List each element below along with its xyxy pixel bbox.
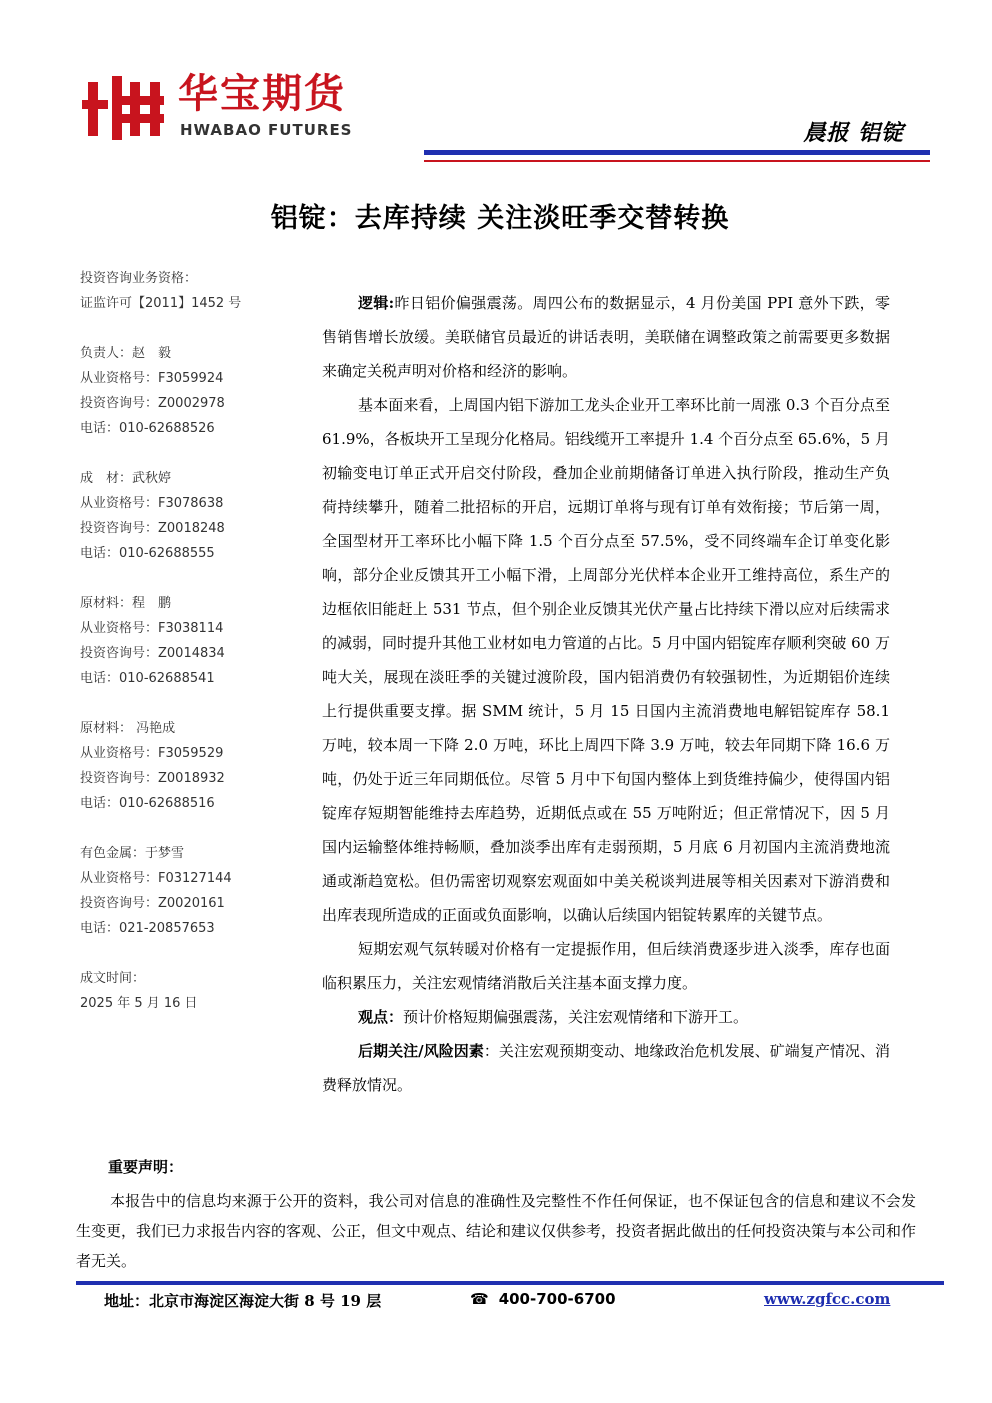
analyst-block	[80, 716, 310, 816]
analyst-consult-id: 投资咨询号：Z0020161	[80, 896, 225, 911]
analyst-block	[80, 341, 310, 441]
analyst-phone: 电话：010-62688516	[80, 796, 215, 811]
analyst-consult-id: 投资咨询号：Z0002978	[80, 396, 225, 411]
logo-english-name: HWABAO FUTURES	[180, 121, 353, 139]
risk-text: ：关注宏观预期变动、地缘政治危机发展、矿端复产情况、消费释放情况。	[322, 1042, 890, 1094]
phone-icon: ☎	[470, 1290, 489, 1308]
analyst-phone: 电话：010-62688541	[80, 671, 215, 686]
analyst-phone: 电话：010-62688555	[80, 546, 215, 561]
analyst-phone: 电话：010-62688526	[80, 421, 215, 436]
logo-chinese-name: 华宝期货	[178, 71, 346, 117]
analyst-consult-id: 投资咨询号：Z0018932	[80, 771, 225, 786]
footer-website-link[interactable]: www.zgfcc.com	[764, 1290, 891, 1308]
analyst-block	[80, 841, 310, 941]
analyst-block	[80, 466, 310, 566]
analyst-practice-id: 从业资格号：F3038114	[80, 621, 224, 636]
analyst-role: 原材料： 冯艳成	[80, 721, 176, 736]
qualification-label: 投资咨询业务资格：	[80, 271, 198, 286]
logo-mark-icon	[82, 76, 172, 140]
logic-label: 逻辑:	[358, 294, 395, 312]
view-text: 预计价格短期偏强震荡，关注宏观情绪和下游开工。	[403, 1008, 749, 1026]
analyst-sidebar	[80, 266, 310, 1016]
fundamentals-paragraph: 基本面来看，上周国内铝下游加工龙头企业开工率环比前一周涨 0.3 个百分点至 61.9%，各板块开工呈现分化格局。铝线缆开工率提升 1.4 个百分点至 65.6%，5 月初输变电订单正式开启交付阶段，叠加企业前期储备订单进入执行阶段，推动生产负荷持续攀升，随着二批招标的开启，远期订单将与现有订单有效衔接；节后第一周，全国型材开工率环比小幅下降 1.5 个百分点至 57.5%，受不同终端车企订单变化影响，部分企业反馈其开工小幅下滑，上周部分光伏样本企业开工维持高位，系生产的边框依旧能赶上 531 节点，但个别企业反馈其光伏产量占比持续下滑以应对后续需求的减弱，同时提升其他工业材如电力管道的占比。5 月中国内铝锭库存顺利突破 60 万吨大关，展现在淡旺季的关键过渡阶段，国内铝消费仍有较强韧性，为近期铝价连续上行提供重要支撑。据 SMM 统计，5 月 15 日国内主流消费地电解铝锭库存 58.1 万吨，较本周一下降 2.0 万吨，环比上周四下降 3.9 万吨，较去年同期下降 16.6 万吨，仍处于近三年同期低位。尽管 5 月中下旬国内整体上到货维持偏少，使得国内铝锭库存短期智能维持去库趋势，近期低点或在 55 万吨附近；但正常情况下，因 5 月国内运输整体维持畅顺，叠加淡季出库有走弱预期，5 月底 6 月初国内主流消费地流通或渐趋宽松。但仍需密切观察宏观面如中美关税谈判进展等相关因素对下游消费和出库表现所造成的正面或负面影响，以确认后续国内铝锭转累库的关键节点。	[322, 396, 890, 924]
view-paragraph	[322, 1000, 890, 1034]
disclaimer-text: 本报告中的信息均来源于公开的资料，我公司对信息的准确性及完整性不作任何保证，也不保证包含的信息和建议不会发生变更，我们已力求报告内容的客观、公正，但文中观点、结论和建议仅供参考，投资者据此做出的任何投资决策与本公司和作者无关。	[76, 1192, 917, 1270]
analyst-practice-id: 从业资格号：F3059924	[80, 371, 224, 386]
analyst-consult-id: 投资咨询号：Z0018248	[80, 521, 225, 536]
report-title: 铝锭：去库持续 关注淡旺季交替转换	[270, 203, 730, 234]
date-label: 成文时间：	[80, 971, 146, 986]
logic-paragraph	[322, 286, 890, 388]
analyst-practice-id: 从业资格号：F3059529	[80, 746, 224, 761]
report-date: 2025 年 5 月 16 日	[80, 996, 198, 1011]
footer-phone-number: 400-700-6700	[498, 1290, 616, 1308]
footer-divider	[76, 1281, 944, 1285]
view-label: 观点：	[358, 1008, 404, 1026]
risk-paragraph	[322, 1034, 890, 1102]
logic-text: 昨日铝价偏强震荡。周四公布的数据显示，4 月份美国 PPI 意外下跌，零售销售增长放缓。美联储官员最近的讲话表明，美联储在调整政策之前需要更多数据来确定关税声明对价格和经济的影响。	[322, 294, 890, 380]
footer-phone	[470, 1290, 616, 1308]
analyst-role: 有色金属：于梦雪	[80, 846, 185, 861]
analyst-practice-id: 从业资格号：F03127144	[80, 871, 232, 886]
header-divider-red	[424, 160, 930, 162]
analyst-practice-id: 从业资格号：F3078638	[80, 496, 224, 511]
report-type-tag: 晨报 铝锭	[803, 120, 904, 146]
analyst-role: 负责人：赵 毅	[80, 346, 172, 361]
report-body	[322, 286, 890, 1102]
disclaimer-title: 重要声明：	[108, 1158, 184, 1176]
footer-address: 地址：北京市海淀区海淀大街 8 号 19 层	[104, 1292, 382, 1310]
macro-paragraph: 短期宏观气氛转暖对价格有一定提振作用，但后续消费逐步进入淡季，库存也面临积累压力，关注宏观情绪消散后关注基本面支撑力度。	[322, 940, 890, 992]
analyst-role: 原材料：程 鹏	[80, 596, 172, 611]
analyst-phone: 电话：021-20857653	[80, 921, 215, 936]
header-divider-blue	[424, 150, 930, 155]
analyst-consult-id: 投资咨询号：Z0014834	[80, 646, 225, 661]
risk-label: 后期关注/风险因素	[358, 1042, 484, 1060]
analyst-role: 成 材：武秋婷	[80, 471, 172, 486]
license-number: 证监许可【2011】1452 号	[80, 296, 242, 311]
analyst-block	[80, 591, 310, 691]
